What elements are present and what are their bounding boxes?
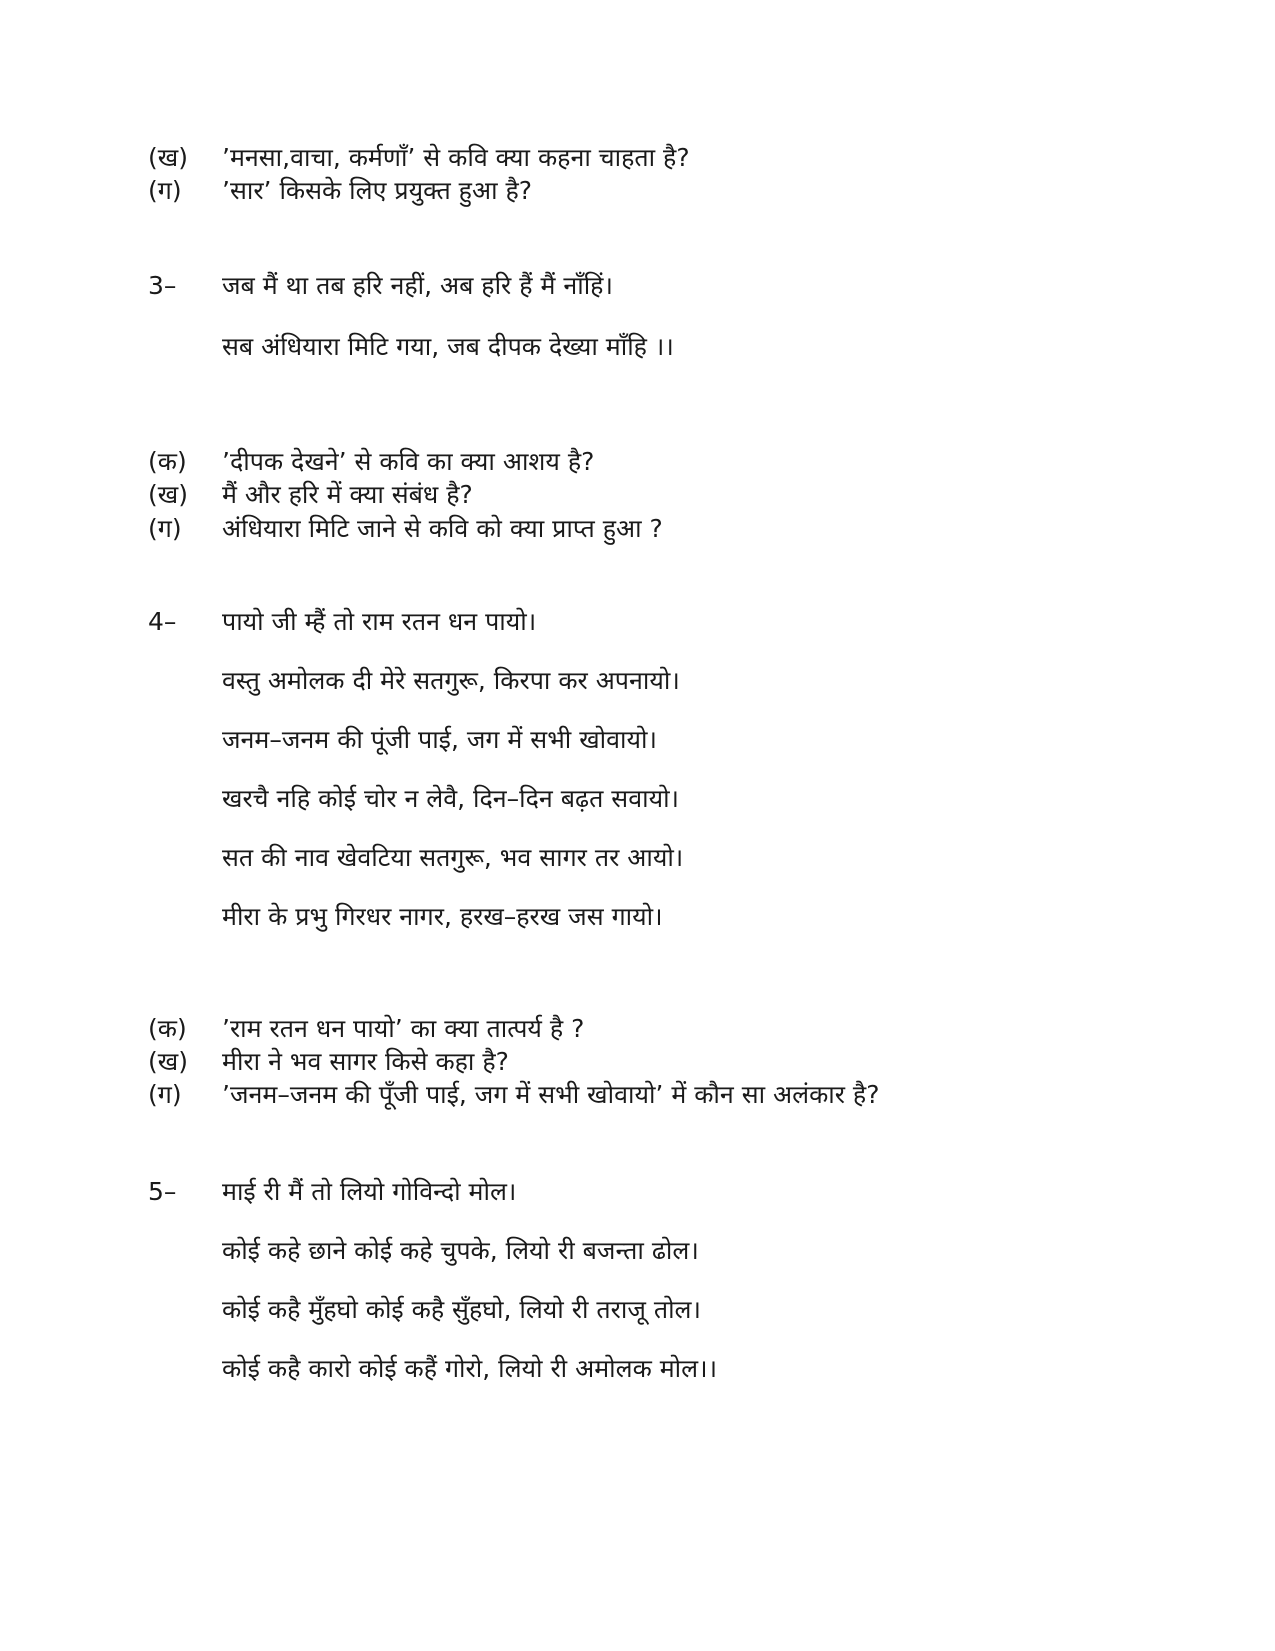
question-text: अंधियारा मिटि जाने से कवि को क्या प्राप्त हुआ ? — [222, 514, 663, 543]
question-marker: (ख) — [148, 143, 188, 172]
poem-line: पायो जी म्हैं तो राम रतन धन पायो। — [222, 607, 537, 636]
question-marker: (क) — [148, 447, 187, 476]
poem-line: सब अंधियारा मिटि गया, जब दीपक देख्या माँहि ।। — [222, 332, 674, 361]
poem-line: सत की नाव खेवटिया सतगुरू, भव सागर तर आयो। — [222, 843, 684, 872]
poem-line: कोई कहै मुँहघो कोई कहै सुँहघो, लियो री तराजू तोल। — [222, 1295, 701, 1324]
poem-line: माई री मैं तो लियो गोविन्दो मोल। — [222, 1177, 517, 1206]
question-marker: (क) — [148, 1014, 187, 1043]
poem-line: कोई कहै कारो कोई कहैं गोरो, लियो री अमोलक मोल।। — [222, 1354, 718, 1383]
question-text: ’दीपक देखने’ से कवि का क्या आशय है? — [222, 447, 595, 476]
question-text: ’सार’ किसके लिए प्रयुक्त हुआ है? — [222, 176, 532, 205]
question-marker: (ख) — [148, 480, 188, 509]
question-text: ’राम रतन धन पायो’ का क्या तात्पर्य है ? — [222, 1014, 585, 1043]
poem-number: 3– — [148, 271, 177, 300]
poem-line: वस्तु अमोलक दी मेरे सतगुरू, किरपा कर अपनायो। — [222, 666, 680, 695]
poem-line: जब मैं था तब हरि नहीं, अब हरि हैं मैं नाँहिं। — [222, 271, 613, 300]
question-text: ’जनम–जनम की पूँजी पाई, जग में सभी खोवायो’ में कौन सा अलंकार है? — [222, 1080, 880, 1109]
poem-line: कोई कहे छाने कोई कहे चुपके, लियो री बजन्ता ढोल। — [222, 1236, 699, 1265]
poem-number: 5– — [148, 1177, 177, 1206]
poem-line: जनम–जनम की पूंजी पाई, जग में सभी खोवायो। — [222, 725, 657, 754]
question-text: मीरा ने भव सागर किसे कहा है? — [222, 1047, 509, 1076]
poem-number: 4– — [148, 607, 177, 636]
poem-line: खरचै नहि कोई चोर न लेवै, दिन–दिन बढ़त सवायो। — [222, 784, 680, 813]
question-text: ’मनसा,वाचा, कर्मणाँ’ से कवि क्या कहना चाहता है? — [222, 143, 690, 172]
question-marker: (ग) — [148, 1080, 182, 1109]
question-marker: (ग) — [148, 176, 182, 205]
poem-line: मीरा के प्रभु गिरधर नागर, हरख–हरख जस गायो। — [222, 902, 663, 931]
question-marker: (ग) — [148, 514, 182, 543]
question-text: मैं और हरि में क्या संबंध है? — [222, 480, 473, 509]
question-marker: (ख) — [148, 1047, 188, 1076]
